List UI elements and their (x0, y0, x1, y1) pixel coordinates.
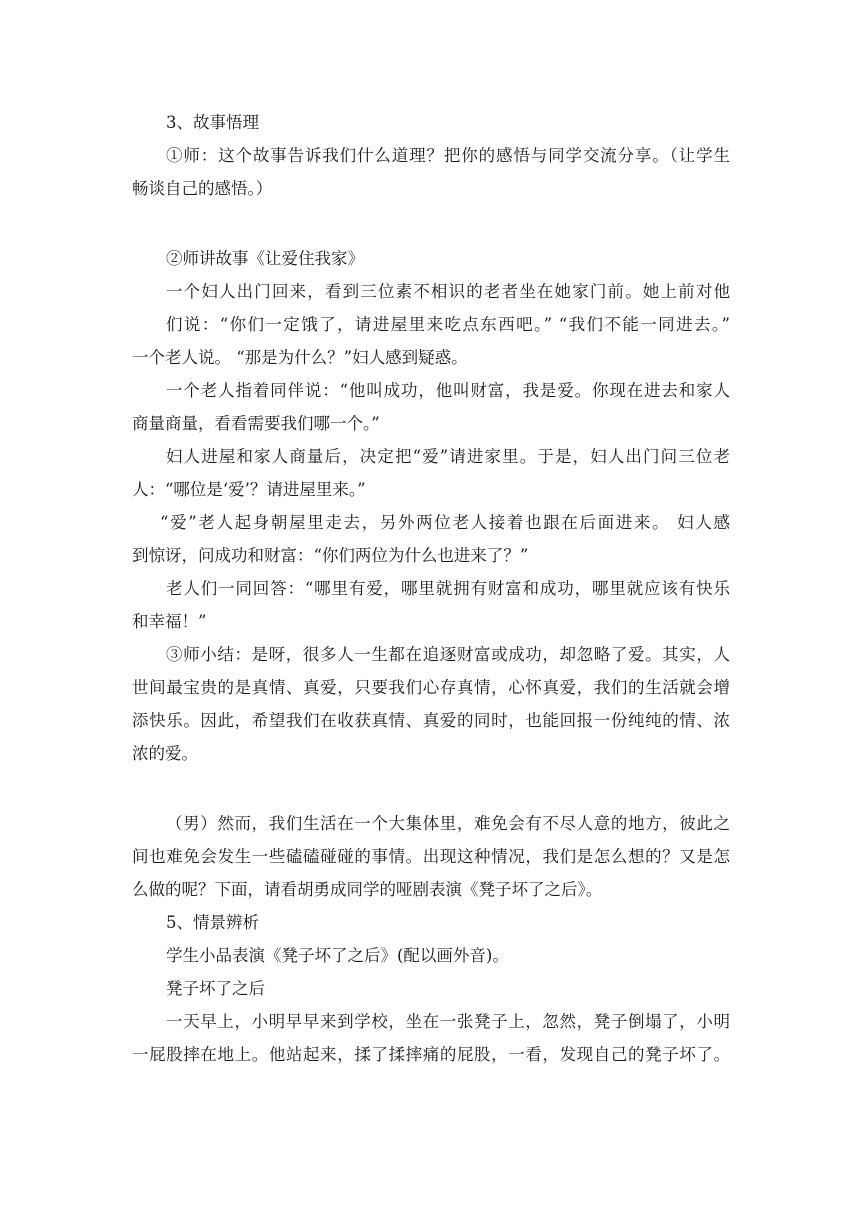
document-body (132, 106, 730, 1071)
paragraph-line: 一个老人说。 “那是为什么？”妇人感到疑惑。 (132, 348, 468, 367)
paragraph-line: 妇人进屋和家人商量后，决定把“爱”请进家里。于是，妇人出门问三位老 (166, 447, 730, 466)
paragraph-line: “爱”老人起身朝屋里走去，另外两位老人接着也跟在后面进来。 妇人感 (160, 513, 730, 532)
paragraph-line: 们说：“你们一定饿了，请进屋里来吃点东西吧。” “我们不能一同进去。” (166, 315, 730, 334)
subheading-story-title: ②师讲故事《让爱住我家》 (166, 249, 364, 268)
paragraph-line: 一天早上，小明早早来到学校，坐在一张凳子上，忽然，凳子倒塌了，小明 (166, 1012, 730, 1031)
paragraph-line: （男）然而，我们生活在一个大集体里，难免会有不尽人意的地方，彼此之 (166, 814, 730, 833)
paragraph-line: 一个老人指着同伴说：“他叫成功，他叫财富，我是爱。你现在进去和家人 (166, 381, 730, 400)
paragraph-line: 么做的呢？下面，请看胡勇成同学的哑剧表演《凳子坏了之后》。 (132, 880, 603, 899)
paragraph-line: 添快乐。因此，希望我们在收获真情、真爱的同时，也能回报一份纯纯的情、浓 (132, 711, 730, 730)
paragraph-line: ③师小结：是呀，很多人一生都在追逐财富或成功，却忽略了爱。其实，人 (166, 645, 730, 664)
paragraph-line: 到惊讶，问成功和财富：“你们两位为什么也进来了？” (132, 546, 529, 565)
paragraph-line: 和幸福！” (132, 612, 207, 631)
paragraph-line: 畅谈自己的感悟。） (132, 179, 273, 198)
paragraph-line: 人：“哪位是‘爱’？请进屋里来。” (132, 480, 366, 499)
paragraph-line: 商量商量，看看需要我们哪一个。” (132, 414, 380, 433)
paragraph-line: ①师：这个故事告诉我们什么道理？把你的感悟与同学交流分享。（让学生 (166, 146, 730, 165)
subheading-skit-title: 凳子坏了之后 (166, 979, 265, 998)
section-heading-scenario-analysis: 5、情景辨析 (166, 913, 259, 932)
paragraph-line: 浓的爱。 (132, 744, 198, 763)
section-heading-story-insight: 3、故事悟理 (166, 113, 259, 132)
paragraph-line: 老人们一同回答：“哪里有爱，哪里就拥有财富和成功，哪里就应该有快乐 (166, 579, 730, 598)
paragraph-line: 一屁股摔在地上。他站起来，揉了揉摔痛的屁股，一看，发现自己的凳子坏了。 (132, 1045, 730, 1064)
blank-line (132, 770, 730, 807)
paragraph-line: 间也难免会发生一些磕磕碰碰的事情。出现这种情况，我们是怎么想的？又是怎 (132, 847, 730, 866)
blank-line (132, 205, 730, 242)
paragraph-line: 学生小品表演《凳子坏了之后》(配以画外音)。 (166, 946, 509, 965)
paragraph-line: 一个妇人出门回来，看到三位素不相识的老者坐在她家门前。她上前对他 (166, 282, 730, 301)
paragraph-line: 世间最宝贵的是真情、真爱，只要我们心存真情，心怀真爱，我们的生活就会增 (132, 678, 730, 697)
